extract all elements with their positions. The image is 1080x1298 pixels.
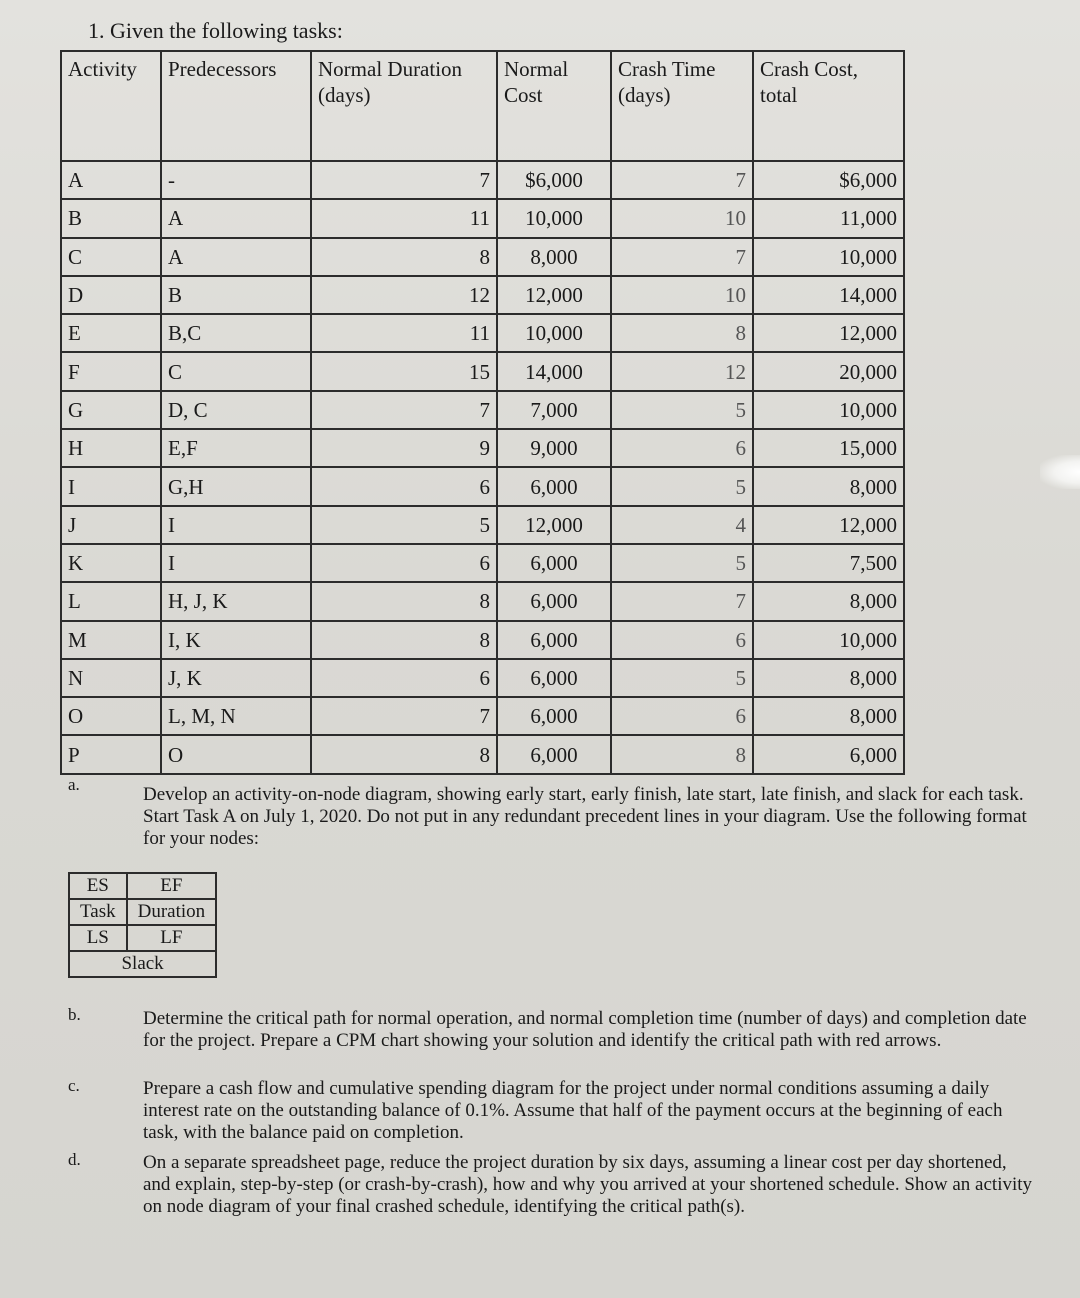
cell-normal-cost: 8,000 <box>497 238 611 276</box>
table-row <box>61 199 904 237</box>
cell-crash-cost: 8,000 <box>753 659 904 697</box>
cell-predecessors: J, K <box>161 659 311 697</box>
task-table <box>60 50 905 775</box>
cell-crash-cost: 6,000 <box>753 735 904 773</box>
cell-normal-duration: 8 <box>311 621 497 659</box>
cell-crash-cost: 8,000 <box>753 697 904 735</box>
cell-crash-time: 5 <box>611 467 753 505</box>
cell-crash-time: 8 <box>611 735 753 773</box>
cell-crash-time: 10 <box>611 276 753 314</box>
cell-predecessors: C <box>161 352 311 390</box>
cell-normal-cost: 6,000 <box>497 582 611 620</box>
cell-normal-duration: 12 <box>311 276 497 314</box>
cell-normal-duration: 7 <box>311 161 497 199</box>
cell-normal-cost: 10,000 <box>497 199 611 237</box>
table-row <box>61 467 904 505</box>
question-c-text: Prepare a cash flow and cumulative spending diagram for the project under normal conditions assuming a daily interest rate on the outstanding balance of 0.1%. Assume that half of the payment occurs at the beginning of each task, with the balance paid on completion. <box>143 1078 1003 1143</box>
table-row <box>61 314 904 352</box>
cell-activity: L <box>61 582 161 620</box>
cell-normal-duration: 8 <box>311 582 497 620</box>
cell-normal-duration: 11 <box>311 199 497 237</box>
cell-normal-cost: $6,000 <box>497 161 611 199</box>
table-row <box>61 352 904 390</box>
col-predecessors: Predecessors <box>161 51 311 161</box>
col-normal-cost: Normal Cost <box>497 51 611 161</box>
table-row <box>61 238 904 276</box>
cell-normal-duration: 7 <box>311 391 497 429</box>
cell-crash-cost: 8,000 <box>753 467 904 505</box>
cell-crash-time: 6 <box>611 429 753 467</box>
cell-activity: J <box>61 506 161 544</box>
cell-crash-cost: $6,000 <box>753 161 904 199</box>
cell-normal-duration: 9 <box>311 429 497 467</box>
question-d-label: d. <box>68 1150 81 1169</box>
cell-normal-duration: 8 <box>311 735 497 773</box>
cell-crash-cost: 12,000 <box>753 314 904 352</box>
cell-normal-cost: 7,000 <box>497 391 611 429</box>
col-activity: Activity <box>61 51 161 161</box>
cell-normal-cost: 6,000 <box>497 659 611 697</box>
cell-predecessors: I <box>161 506 311 544</box>
node-ls: LS <box>69 925 127 951</box>
cell-activity: C <box>61 238 161 276</box>
table-row <box>61 621 904 659</box>
cell-normal-duration: 5 <box>311 506 497 544</box>
cell-activity: I <box>61 467 161 505</box>
question-b-label: b. <box>68 1005 81 1024</box>
question-d-text: On a separate spreadsheet page, reduce the project duration by six days, assuming a linear cost per day shortened, and explain, step-by-step (or crash-by-crash), how and why you arrived at your shortened schedule. Show an activity on node diagram of your final crashed schedule, identifying the critical path(s). <box>143 1152 1033 1217</box>
cell-crash-cost: 12,000 <box>753 506 904 544</box>
cell-activity: A <box>61 161 161 199</box>
cell-normal-cost: 12,000 <box>497 276 611 314</box>
table-row <box>61 276 904 314</box>
table-row <box>61 659 904 697</box>
node-duration: Duration <box>127 899 217 925</box>
question-a-label: a. <box>68 775 80 794</box>
table-row <box>61 161 904 199</box>
cell-predecessors: I <box>161 544 311 582</box>
cell-crash-time: 7 <box>611 161 753 199</box>
cell-crash-time: 8 <box>611 314 753 352</box>
cell-crash-time: 5 <box>611 544 753 582</box>
cell-crash-cost: 7,500 <box>753 544 904 582</box>
task-table-header <box>61 51 904 161</box>
cell-activity: B <box>61 199 161 237</box>
cell-predecessors: B <box>161 276 311 314</box>
cell-normal-cost: 6,000 <box>497 735 611 773</box>
node-es: ES <box>69 873 127 899</box>
cell-crash-time: 6 <box>611 697 753 735</box>
cell-crash-time: 5 <box>611 391 753 429</box>
cell-normal-cost: 10,000 <box>497 314 611 352</box>
cell-normal-duration: 6 <box>311 544 497 582</box>
cell-crash-time: 6 <box>611 621 753 659</box>
cell-activity: M <box>61 621 161 659</box>
cell-predecessors: O <box>161 735 311 773</box>
cell-crash-cost: 10,000 <box>753 391 904 429</box>
cell-normal-duration: 7 <box>311 697 497 735</box>
cell-predecessors: H, J, K <box>161 582 311 620</box>
cell-activity: K <box>61 544 161 582</box>
cell-normal-cost: 6,000 <box>497 697 611 735</box>
cell-crash-cost: 11,000 <box>753 199 904 237</box>
table-row <box>61 582 904 620</box>
table-row <box>61 506 904 544</box>
cell-predecessors: I, K <box>161 621 311 659</box>
screen-glare <box>1040 455 1080 489</box>
cell-activity: D <box>61 276 161 314</box>
cell-predecessors: L, M, N <box>161 697 311 735</box>
cell-crash-cost: 14,000 <box>753 276 904 314</box>
problem-heading: 1. Given the following tasks: <box>88 18 343 43</box>
node-lf: LF <box>127 925 217 951</box>
cell-normal-duration: 11 <box>311 314 497 352</box>
question-c-label: c. <box>68 1076 80 1095</box>
cell-activity: F <box>61 352 161 390</box>
cell-activity: G <box>61 391 161 429</box>
cell-activity: N <box>61 659 161 697</box>
question-b-text: Determine the critical path for normal operation, and normal completion time (number of days) and completion date for the project. Prepare a CPM chart showing your solution and identify the critical path with red arrows. <box>143 1008 1027 1051</box>
cell-predecessors: A <box>161 238 311 276</box>
cell-crash-cost: 8,000 <box>753 582 904 620</box>
cell-predecessors: A <box>161 199 311 237</box>
cell-normal-cost: 12,000 <box>497 506 611 544</box>
node-slack: Slack <box>69 951 216 977</box>
table-row <box>61 391 904 429</box>
table-row <box>61 697 904 735</box>
question-a-text: Develop an activity-on-node diagram, showing early start, early finish, late start, late finish, and slack for each task. Start Task A on July 1, 2020. Do not put in any redundant precedent lines in your diagram. Use the following format for your nodes: <box>143 784 1027 849</box>
cell-crash-cost: 10,000 <box>753 621 904 659</box>
cell-normal-duration: 6 <box>311 659 497 697</box>
cell-activity: O <box>61 697 161 735</box>
cell-normal-duration: 6 <box>311 467 497 505</box>
cell-normal-cost: 14,000 <box>497 352 611 390</box>
cell-crash-cost: 10,000 <box>753 238 904 276</box>
cell-crash-time: 7 <box>611 582 753 620</box>
cell-activity: P <box>61 735 161 773</box>
table-row <box>61 544 904 582</box>
col-normal-duration: Normal Duration (days) <box>311 51 497 161</box>
cell-predecessors: D, C <box>161 391 311 429</box>
cell-predecessors: - <box>161 161 311 199</box>
table-row <box>61 429 904 467</box>
cell-activity: H <box>61 429 161 467</box>
col-crash-time: Crash Time (days) <box>611 51 753 161</box>
cell-predecessors: E,F <box>161 429 311 467</box>
cell-crash-cost: 20,000 <box>753 352 904 390</box>
cell-predecessors: B,C <box>161 314 311 352</box>
node-ef: EF <box>127 873 217 899</box>
cell-crash-time: 5 <box>611 659 753 697</box>
cell-crash-time: 7 <box>611 238 753 276</box>
node-format-legend <box>68 872 217 978</box>
table-row <box>61 735 904 773</box>
cell-normal-cost: 6,000 <box>497 621 611 659</box>
cell-crash-cost: 15,000 <box>753 429 904 467</box>
cell-activity: E <box>61 314 161 352</box>
cell-normal-cost: 9,000 <box>497 429 611 467</box>
node-task: Task <box>69 899 127 925</box>
cell-crash-time: 4 <box>611 506 753 544</box>
cell-normal-cost: 6,000 <box>497 467 611 505</box>
task-table-body <box>61 161 904 774</box>
cell-normal-duration: 8 <box>311 238 497 276</box>
cell-normal-duration: 15 <box>311 352 497 390</box>
cell-normal-cost: 6,000 <box>497 544 611 582</box>
col-crash-cost: Crash Cost, total <box>753 51 904 161</box>
cell-crash-time: 12 <box>611 352 753 390</box>
cell-predecessors: G,H <box>161 467 311 505</box>
cell-crash-time: 10 <box>611 199 753 237</box>
